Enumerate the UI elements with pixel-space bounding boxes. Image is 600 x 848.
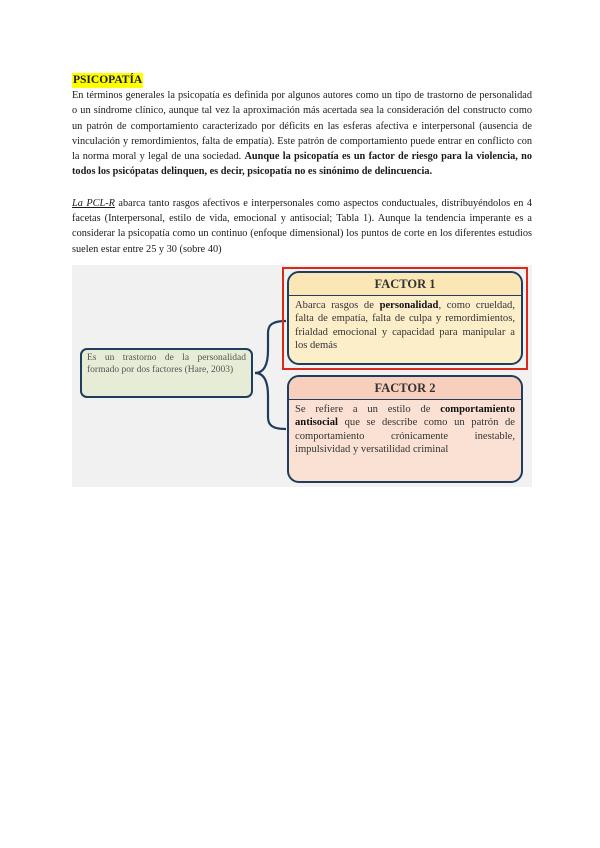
document-body <box>72 70 532 257</box>
factor2-title: FACTOR 2 <box>289 377 521 400</box>
factor1-description <box>289 296 521 355</box>
factor2-keyword: comportamiento antisocial <box>295 404 515 429</box>
factor2-description <box>289 400 521 459</box>
factor1-keyword: personalidad <box>379 300 439 311</box>
factor2-text-post: que se describe como un patrón de comportamiento crónicamente inestable, impulsividad y versatilidad criminal <box>295 417 515 455</box>
pclr-text: abarca tanto rasgos afectivos e interpersonales como aspectos conductuales, distribuyéndolos en 4 facetas (Interpersonal, estilo de vida, emocional y antisocial; Tabla 1). Aunque la tendencia imperante es a considerar la psicopatía como un continuo (enfoque dimensional) los puntos de corte en los diferentes estudios suelen estar entre 25 y 30 (sobre 40) <box>72 197 532 255</box>
factor1-box <box>287 271 523 365</box>
connector-factor2 <box>255 373 286 429</box>
factor1-text-post: , como crueldad, falta de empatía, falta de culpa y remordimientos, frialdad emocional y capacidad para manipular a los demás <box>295 300 515 351</box>
page-title: PSICOPATÍA <box>73 74 143 86</box>
factor-diagram <box>72 265 532 487</box>
intro-paragraph <box>72 88 532 180</box>
intro-bold-statement: Aunque la psicopatía es un factor de riesgo para la violencia, no todos los psicópatas delinquen, es decir, psicopatía no es sinónimo de delincuencia. <box>72 151 533 178</box>
factor2-box <box>287 375 523 483</box>
pclr-paragraph <box>72 196 532 257</box>
intro-text: En términos generales la psicopatía es definida por algunos autores como un tipo de trastorno de personalidad o un síndrome clínico, aunque tal vez la aproximación más acertada sea la consideración del constructo como un patrón de comportamiento caracterizado por déficits en las esferas afectiva e interpersonal (ausencia de vinculación y remordimientos, falta de empatía). Este patrón de comportamiento puede entrar en conflicto con la norma moral y legal de una sociedad. <box>72 90 532 163</box>
pclr-link[interactable]: La PCL-R <box>72 197 115 209</box>
definition-box: Es un trastorno de la personalidad formado por dos factores (Hare, 2003) <box>80 348 253 398</box>
factor2-text-pre: Se refiere a un estilo de <box>295 404 431 415</box>
factor1-title: FACTOR 1 <box>289 273 521 296</box>
factor1-text-pre: Abarca rasgos de <box>295 300 374 311</box>
